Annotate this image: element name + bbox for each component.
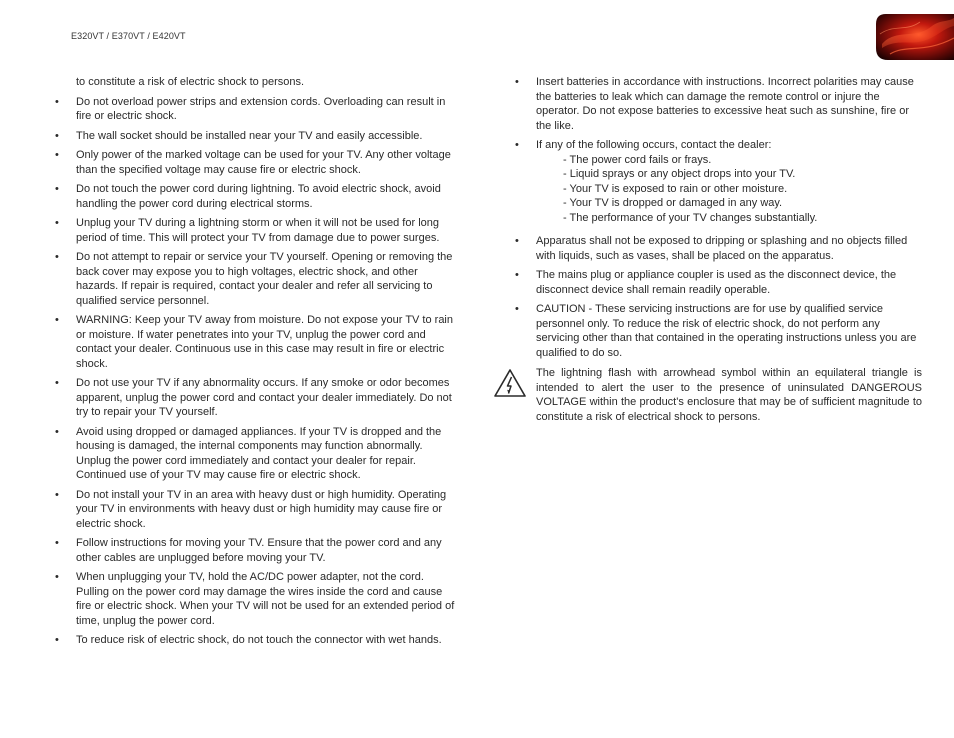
bullet-icon: •	[55, 149, 59, 161]
right-column	[515, 75, 922, 424]
list-item-text: Apparatus shall not be exposed to dripping or splashing and no objects filled with liquids, such as vases, shall be placed on the apparatus.	[536, 235, 908, 262]
bullet-icon: •	[55, 425, 59, 438]
list-item	[55, 536, 460, 565]
bullet-icon: •	[515, 269, 519, 281]
list-item-text: The wall socket should be installed near your TV and easily accessible.	[76, 129, 423, 142]
list-item	[515, 75, 922, 133]
list-item-text: Do not overload power strips and extension cords. Overloading can result in fire or electric shock.	[76, 95, 446, 122]
list-item-text: When unplugging your TV, hold the AC/DC power adapter, not the cord. Pulling on the power cord may damage the wires inside the cord and cause fire or electric shock. When your TV will not be used for an extended period of time, unplug the power cord.	[76, 571, 455, 627]
list-item	[515, 234, 922, 263]
list-item	[55, 182, 460, 211]
continued-text: to constitute a risk of electric shock to persons.	[76, 76, 305, 88]
bullet-icon: •	[515, 235, 519, 247]
corner-brand-icon	[876, 14, 954, 60]
list-item	[55, 425, 460, 483]
list-item	[515, 268, 922, 297]
list-item	[55, 129, 460, 144]
header-model-number: E320VT / E370VT / E420VT	[71, 31, 186, 41]
bullet-icon: •	[55, 377, 59, 389]
condition-item: - Your TV is dropped or damaged in any way.	[563, 197, 783, 209]
left-column	[55, 75, 460, 653]
list-item-text: Do not use your TV if any abnormality occurs. If any smoke or odor becomes apparent, unplug the power cord and contact your dealer immediately. Do not try to repair your TV yourself.	[76, 377, 452, 418]
list-item-text: The mains plug or appliance coupler is used as the disconnect device, the disconnect device shall remain readily operable.	[536, 269, 897, 296]
bullet-icon: •	[55, 488, 59, 501]
list-item-text: Avoid using dropped or damaged appliances. If your TV is dropped and the housing is damaged, the internal components may function abnormally. Unplug the power cord immediately and contact your dealer for repair. Continued use of your TV may cause fire or electric shock.	[76, 425, 442, 481]
list-item	[55, 376, 460, 420]
list-item-text: To reduce risk of electric shock, do not touch the connector with wet hands.	[76, 634, 442, 646]
list-item	[55, 313, 460, 371]
list-item	[55, 488, 460, 532]
bullet-icon: •	[55, 251, 59, 263]
bullet-icon: •	[55, 217, 59, 229]
list-item-text: Insert batteries in accordance with instructions. Incorrect polarities may cause the batteries to leak which can damage the remote control or injure the operator. Do not expose batteries to excessive heat such as sunshine, fire or the like.	[536, 76, 914, 132]
safety-list-right	[515, 75, 922, 360]
list-item	[55, 250, 460, 308]
list-item-text: If any of the following occurs, contact the dealer:	[536, 139, 772, 151]
condition-item: - Liquid sprays or any object drops into your TV.	[563, 168, 796, 180]
bullet-icon: •	[55, 314, 59, 326]
list-item	[515, 138, 922, 225]
condition-item: - The performance of your TV changes substantially.	[563, 211, 818, 224]
list-item-text: WARNING: Keep your TV away from moisture. Do not expose your TV to rain or moisture. If water penetrates into your TV, unplug the power cord and contact your dealer. Continuous use in this case may result in fire or electric shock.	[76, 314, 453, 370]
list-item	[55, 148, 460, 177]
bullet-icon: •	[55, 634, 59, 646]
bullet-icon: •	[55, 129, 59, 142]
lightning-warning-icon	[493, 368, 527, 398]
dealer-conditions-list	[536, 153, 922, 226]
list-item	[55, 570, 460, 628]
bullet-icon: •	[55, 95, 59, 108]
list-item-text: Follow instructions for moving your TV. Ensure that the power cord and any other cables are unplugged before moving your TV.	[76, 537, 442, 564]
lightning-warning-notice	[536, 366, 922, 424]
lightning-warning-text: The lightning flash with arrowhead symbol within an equilateral triangle is intended to alert the user to the presence of uninsulated DANGEROUS VOLTAGE within the product's enclosure that may be of sufficient magnitude to constitute a risk of electrical shock to persons.	[536, 367, 922, 423]
list-item-text: Do not install your TV in an area with heavy dust or high humidity. Operating your TV in environments with heavy dust or high humidity may cause fire or electric shock.	[76, 488, 447, 530]
condition-item: - The power cord fails or frays.	[563, 153, 712, 166]
safety-list-left	[55, 95, 460, 648]
list-item	[55, 633, 460, 648]
list-item	[55, 216, 460, 245]
bullet-icon: •	[55, 183, 59, 195]
bullet-icon: •	[55, 537, 59, 549]
list-item-text: Do not attempt to repair or service your TV yourself. Opening or removing the back cover may expose you to high voltages, electric shock, and other hazards. If repair is required, contact your dealer and refer all servicing to qualified service personnel.	[76, 251, 453, 307]
list-item-text: CAUTION - These servicing instructions are for use by qualified service personnel only. To reduce the risk of electric shock, do not perform any servicing other than that contained in the operating instructions unless you are qualified to do so.	[536, 303, 917, 359]
list-item	[515, 302, 922, 360]
condition-item: - Your TV is exposed to rain or other moisture.	[563, 182, 788, 195]
bullet-icon: •	[515, 303, 519, 315]
bullet-icon: •	[515, 139, 519, 151]
bullet-icon: •	[515, 76, 519, 88]
list-item-text: Unplug your TV during a lightning storm or when it will not be used for long period of time. This will protect your TV from damage due to power surges.	[76, 217, 440, 244]
bullet-icon: •	[55, 571, 59, 583]
list-item-text: Only power of the marked voltage can be used for your TV. Any other voltage than the specified voltage may cause fire or electric shock.	[76, 149, 451, 176]
list-item	[55, 95, 460, 124]
list-item-text: Do not touch the power cord during lightning. To avoid electric shock, avoid handling the power cord during electrical storms.	[76, 183, 441, 210]
